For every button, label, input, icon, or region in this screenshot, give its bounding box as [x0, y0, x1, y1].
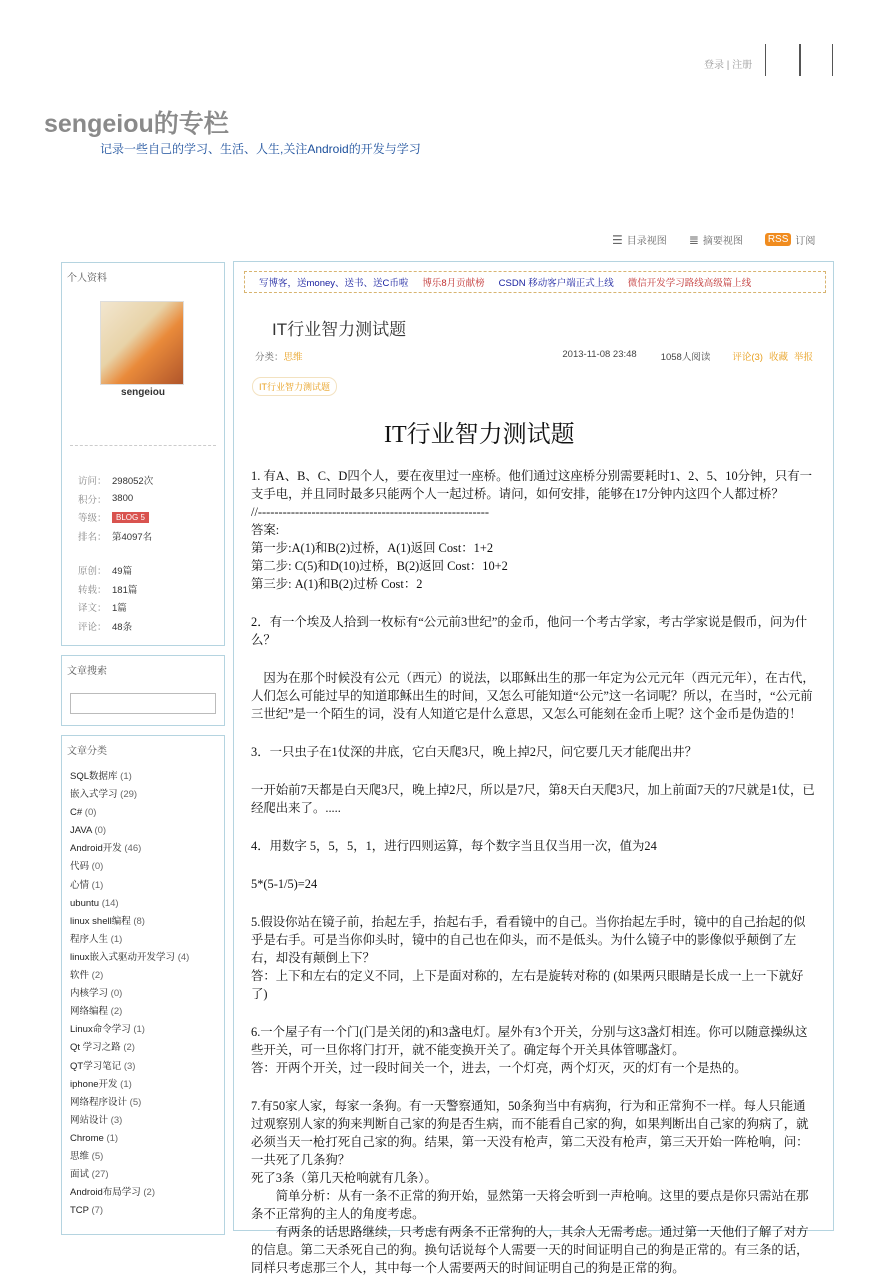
category-link[interactable]: 思维: [283, 352, 303, 363]
spacer: [251, 723, 817, 743]
top-links: 登录 | 注册: [704, 60, 753, 71]
category-item[interactable]: SQL数据库 (1): [70, 771, 132, 782]
stats: 访问： 298052次 积分： 3800 等级： BLOG 5 排名： 第4097名 原创： 49篇 转载： 181篇 译文： 1篇 评论： 48条: [78, 471, 153, 635]
report-link[interactable]: 举报: [793, 352, 813, 363]
article-meta: [562, 349, 813, 363]
category-item[interactable]: 面试 (27): [70, 1169, 109, 1181]
category-panel: [61, 735, 225, 1235]
rss-icon: RSS: [765, 233, 792, 246]
category-item[interactable]: 网站设计 (3): [70, 1114, 123, 1126]
category-item[interactable]: Chrome (1): [70, 1132, 119, 1144]
category-item[interactable]: TCP (7): [70, 1205, 104, 1217]
spacer: [251, 649, 817, 669]
category-item[interactable]: 嵌入式学习 (29): [70, 789, 138, 801]
comment-count: 48条: [112, 621, 133, 633]
summary-icon: ≣: [688, 232, 699, 247]
summary-view-button[interactable]: ≣ 摘要视图: [688, 232, 743, 247]
article-title[interactable]: IT行业智力测试题: [272, 320, 407, 339]
article-paragraph: 2．有一个埃及人拾到一枚标有“公元前3世纪”的金币，他问一个考古学家，考古学家说是假币，问为什么？: [251, 615, 808, 647]
article-paragraph: 因为在那个时候没有公元（西元）的说法，以耶稣出生的那一年定为公元元年（西元元年），在古代，人们怎么可能过早的知道耶稣出生的时间，又怎么可能知道“公元”这一名词呢？所以，在当时，“公元前三世纪”是一个陌生的词，没有人知道它是什么意思，又怎么可能刻在金币上呢？这个金币是伪造的！: [251, 671, 815, 721]
rss-subscribe-button[interactable]: RSS 订阅: [765, 232, 816, 247]
blog-title[interactable]: sengeiou的专栏: [44, 110, 229, 138]
spacer: [251, 1003, 817, 1023]
blog-subtitle: 记录一些自己的学习、生活、人生,关注Android的开发与学习: [100, 142, 421, 156]
article-date: 2013-11-08 23:48: [562, 349, 637, 360]
category-item[interactable]: 网络程序设计 (5): [70, 1096, 142, 1108]
divider: [799, 44, 801, 76]
divider: [832, 44, 833, 76]
panel-heading: 文章分类: [67, 746, 107, 757]
category-item[interactable]: JAVA (0): [70, 825, 107, 837]
article-paragraph: 6.一个屋子有一个门(门是关闭的)和3盏电灯。屋外有3个开关，分别与这3盏灯相连。你可以随意操纵这些开关，可一旦你将门打开，就不能变换开关了。确定每个开关具体管哪盏灯。: [251, 1025, 808, 1057]
username[interactable]: sengeiou: [121, 387, 165, 398]
panel-heading: 文章搜索: [67, 666, 107, 677]
article-paragraph: 5.假设你站在镜子前，抬起左手，抬起右手，看看镜中的自己。当你抬起左手时，镜中的自己抬起的似乎是右手。可是当你仰头时，镜中的自己也在仰头，而不是低头。为什么镜子中的影像似乎颠倒了左右，却没有颠倒上下？: [251, 915, 806, 965]
article-paragraph: 3．一只虫子在1仗深的井底，它白天爬3尺，晚上掉2尺，问它要几天才能爬出井？: [251, 745, 698, 759]
visit-count: 298052次: [112, 476, 154, 488]
register-link[interactable]: 注册: [732, 60, 753, 71]
spacer: [251, 817, 817, 837]
article-paragraph: 答：上下和左右的定义不同，上下是面对称的，左右是旋转对称的 (如果两只眼睛是长成一上一下就好了): [251, 969, 804, 1001]
article-paragraph: 答案:: [251, 523, 280, 537]
category-item[interactable]: 代码 (0): [70, 861, 104, 873]
category-item[interactable]: 网络编程 (2): [70, 1006, 123, 1018]
category-item[interactable]: C# (0): [70, 807, 97, 819]
notice-bar: [244, 271, 826, 293]
spacer: [251, 593, 817, 613]
article-paragraph: //--------------------------------------------------------: [251, 505, 489, 519]
view-switcher: [612, 232, 815, 247]
article-tag[interactable]: IT行业智力测试题: [252, 377, 337, 396]
avatar[interactable]: [100, 301, 184, 385]
search-panel: [61, 655, 225, 726]
article-paragraph: 1. 有A、B、C、D四个人，要在夜里过一座桥。他们通过这座桥分别需要耗时1、2、5、10分钟，只有一支手电，并且同时最多只能两个人一起过桥。请问，如何安排，能够在17分钟内这四个人都过桥？: [251, 469, 813, 501]
category-item[interactable]: 内核学习 (0): [70, 988, 123, 1000]
repost-count: 181篇: [112, 584, 138, 596]
notice-link[interactable]: 微信开发学习路线高级篇上线: [627, 278, 752, 289]
comments-link[interactable]: 评论(3): [732, 352, 763, 363]
notice-link[interactable]: 博乐8月贡献榜: [422, 278, 485, 289]
catalog-view-button[interactable]: ☰ 目录视图: [612, 232, 667, 247]
list-icon: ☰: [612, 232, 623, 247]
profile-panel: [61, 262, 225, 646]
read-count: 1058人阅读: [660, 352, 711, 363]
notice-link[interactable]: 写博客，送money、送书、送C币啦: [259, 278, 409, 289]
article-category: 分类：思维: [255, 352, 303, 363]
translation-count: 1篇: [112, 603, 127, 615]
category-item[interactable]: Android布局学习 (2): [70, 1187, 156, 1199]
rank: 第4097名: [112, 531, 153, 543]
article-paragraph: 4．用数字 5，5，5，1，进行四则运算，每个数字当且仅当用一次，值为24: [251, 839, 657, 853]
category-item[interactable]: linux嵌入式驱动开发学习 (4): [70, 951, 190, 963]
article-paragraph: 第三步: A(1)和B(2)过桥 Cost：2: [251, 577, 423, 591]
article-heading: IT行业智力测试题: [384, 422, 575, 448]
level-badge: BLOG 5: [112, 512, 149, 523]
article-paragraph: 一开始前7天都是白天爬3尺，晚上掉2尺，所以是7尺，第8天白天爬3尺，加上前面7天的7尺就是1仗，已经爬出来了。.....: [251, 783, 815, 815]
category-item[interactable]: Linux命令学习 (1): [70, 1024, 145, 1036]
article-panel: [233, 261, 834, 1275]
article-paragraph: 5*(5-1/5)=24: [251, 877, 318, 891]
login-link[interactable]: 登录: [704, 60, 724, 71]
panel-heading: 个人资料: [67, 273, 107, 284]
article-paragraph: 7.有50家人家，每家一条狗。有一天警察通知，50条狗当中有病狗，行为和正常狗不一样。每人只能通过观察别人家的狗来判断自己家的狗是否生病，而不能看自己家的狗，如果判断出自己家的狗病了，就必须当天一枪打死自己家的狗。结果，第一天没有枪声，第二天没有枪声，第三天开始一阵枪响，问：一共死了几条狗？: [251, 1099, 809, 1167]
spacer: [251, 893, 817, 913]
article-paragraph: 答：开两个开关，过一段时间关一个，进去，一个灯亮，两个灯灭，灭的灯有一个是热的。: [251, 1061, 747, 1075]
divider: [765, 44, 766, 76]
category-item[interactable]: 思维 (5): [70, 1150, 104, 1162]
category-item[interactable]: Qt 学习之路 (2): [70, 1042, 135, 1054]
article-paragraph: 第一步:A(1)和B(2)过桥，A(1)返回 Cost：1+2: [251, 541, 494, 555]
spacer: [251, 761, 817, 781]
spacer: [251, 1077, 817, 1097]
spacer: [251, 855, 817, 875]
category-item[interactable]: ubuntu (14): [70, 897, 119, 909]
search-input[interactable]: [70, 693, 216, 714]
notice-link[interactable]: CSDN 移动客户端正式上线: [498, 278, 614, 289]
article-body: [251, 467, 817, 1277]
category-item[interactable]: Android开发 (46): [70, 843, 142, 855]
article-paragraph: 简单分析：从有一条不正常的狗开始，显然第一天将会听到一声枪响。这里的要点是你只需站在那条不正常狗的主人的角度考虑。: [251, 1189, 809, 1221]
divider: [70, 445, 216, 446]
points: 3800: [112, 493, 134, 505]
category-item[interactable]: 心情 (1): [70, 879, 104, 891]
original-count: 49篇: [112, 566, 133, 578]
favorite-link[interactable]: 收藏: [768, 352, 788, 363]
article-paragraph: 死了3条（第几天枪响就有几条）。: [251, 1171, 437, 1185]
category-item[interactable]: linux shell编程 (8): [70, 915, 145, 927]
category-item[interactable]: iphone开发 (1): [70, 1078, 132, 1090]
category-item[interactable]: 程序人生 (1): [70, 933, 123, 945]
category-item[interactable]: 软件 (2): [70, 970, 104, 982]
article-paragraph: 有两条的话思路继续，只考虑有两条不正常狗的人，其余人无需考虑。通过第一天他们了解了对方的信息。第二天杀死自己的狗。换句话说每个人需要一天的时间证明自己的狗是正常的。有三条的话，同样只考虑那三个人，其中每一个人需要两天的时间证明自己的狗是正常的狗。: [251, 1225, 809, 1275]
article-paragraph: 第二步: C(5)和D(10)过桥，B(2)返回 Cost：10+2: [251, 559, 508, 573]
category-item[interactable]: QT学习笔记 (3): [70, 1060, 136, 1072]
